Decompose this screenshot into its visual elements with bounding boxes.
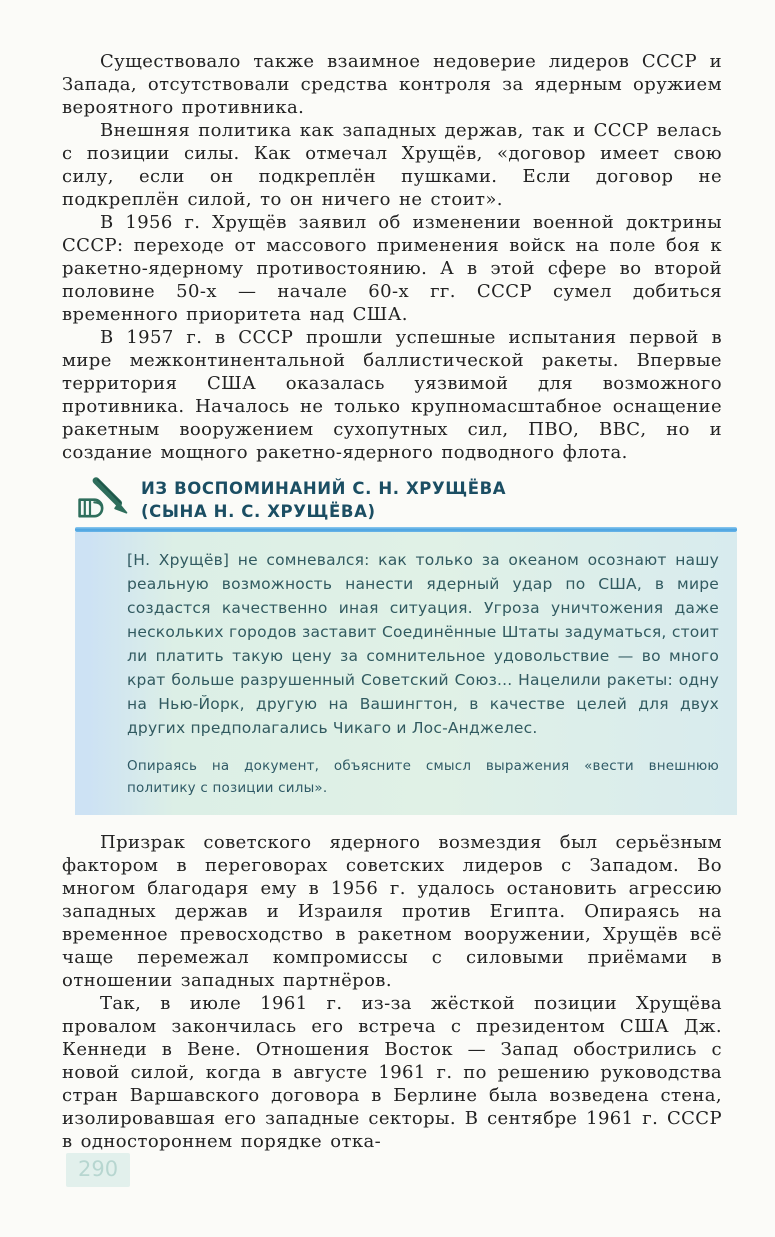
body-paragraph: Призрак советского ядерного возмездия был серьёзным фактором в переговорах советских лидеров с Западом. Во многом благодаря ему в 1956 г. удалось остановить агрессию западных держав и Израиля против Египта. Опираясь на временное превосходство в ракетном вооружении, Хрущёв всё чаще перемежал компромиссы с силовыми приёмами в отношении западных партнёров. — [62, 832, 722, 991]
body-paragraph: Внешняя политика как западных держав, так и СССР велась с позиции силы. Как отмечал Хрущёв, «договор имеет свою силу, если он подкреплён пушками. Если договор не подкреплён силой, то он ничего не стоит». — [62, 120, 722, 210]
document-excerpt-block — [75, 474, 737, 815]
body-paragraph: В 1957 г. в СССР прошли успешные испытания первой в мире межконтинентальной баллистической ракеты. Впервые территория США оказалась уязвимой для возможного противника. Началось не только крупномасштабное оснащение ракетным вооружением сухопутных сил, ПВО, ВВС, но и создание мощного ракетно-ядерного подводного флота. — [62, 327, 722, 463]
body-paragraph: Так, в июле 1961 г. из-за жёсткой позиции Хрущёва провалом закончилась его встреча с президентом США Дж. Кеннеди в Вене. Отношения Восток — Запад обострились с новой силой, когда в августе 1961 г. по решению руководства стран Варшавского договора в Берлине была возведена стена, изолировавшая его западные секторы. В сентябре 1961 г. СССР в одностороннем порядке отка- — [62, 993, 722, 1152]
document-heading-row — [75, 474, 737, 524]
document-quote-text: [Н. Хрущёв] не сомневался: как только за океаном осознают нашу реальную возможность нанести ядерный удар по США, в мире создастся качественно иная ситуация. Угроза уничтожения даже нескольких городов заставит Соединённые Штаты задуматься, стоит ли платить такую цену за сомнительное удовольствие — во много крат больше разрушенный Советский Союз... Нацелили ракеты: одну на Нью-Йорк, другую на Вашингтон, в качестве целей для двух других предполагались Чикаго и Лос-Анджелес. — [127, 551, 719, 737]
document-task-text: Опираясь на документ, объясните смысл выражения «вести внешнюю политику с позиции силы». — [127, 758, 719, 796]
document-quote-panel — [75, 532, 737, 815]
document-heading — [141, 474, 506, 523]
page-number: 290 — [66, 1153, 130, 1187]
document-heading-line2: (СЫНА Н. С. ХРУЩЁВА) — [141, 502, 376, 521]
body-paragraph: Существовало также взаимное недоверие лидеров СССР и Запада, отсутствовали средства контроля за ядерным оружием вероятного противника. — [62, 51, 722, 118]
body-paragraph: В 1956 г. Хрущёв заявил об изменении военной доктрины СССР: переходе от массового применения войск на поле боя к ракетно-ядерному противостоянию. А в этой сфере во второй половине 50-х — начале 60-х гг. СССР сумел добиться временного приоритета над США. — [62, 212, 722, 325]
writing-hand-icon — [77, 476, 129, 524]
document-heading-line1: ИЗ ВОСПОМИНАНИЙ С. Н. ХРУЩЁВА — [141, 479, 507, 498]
